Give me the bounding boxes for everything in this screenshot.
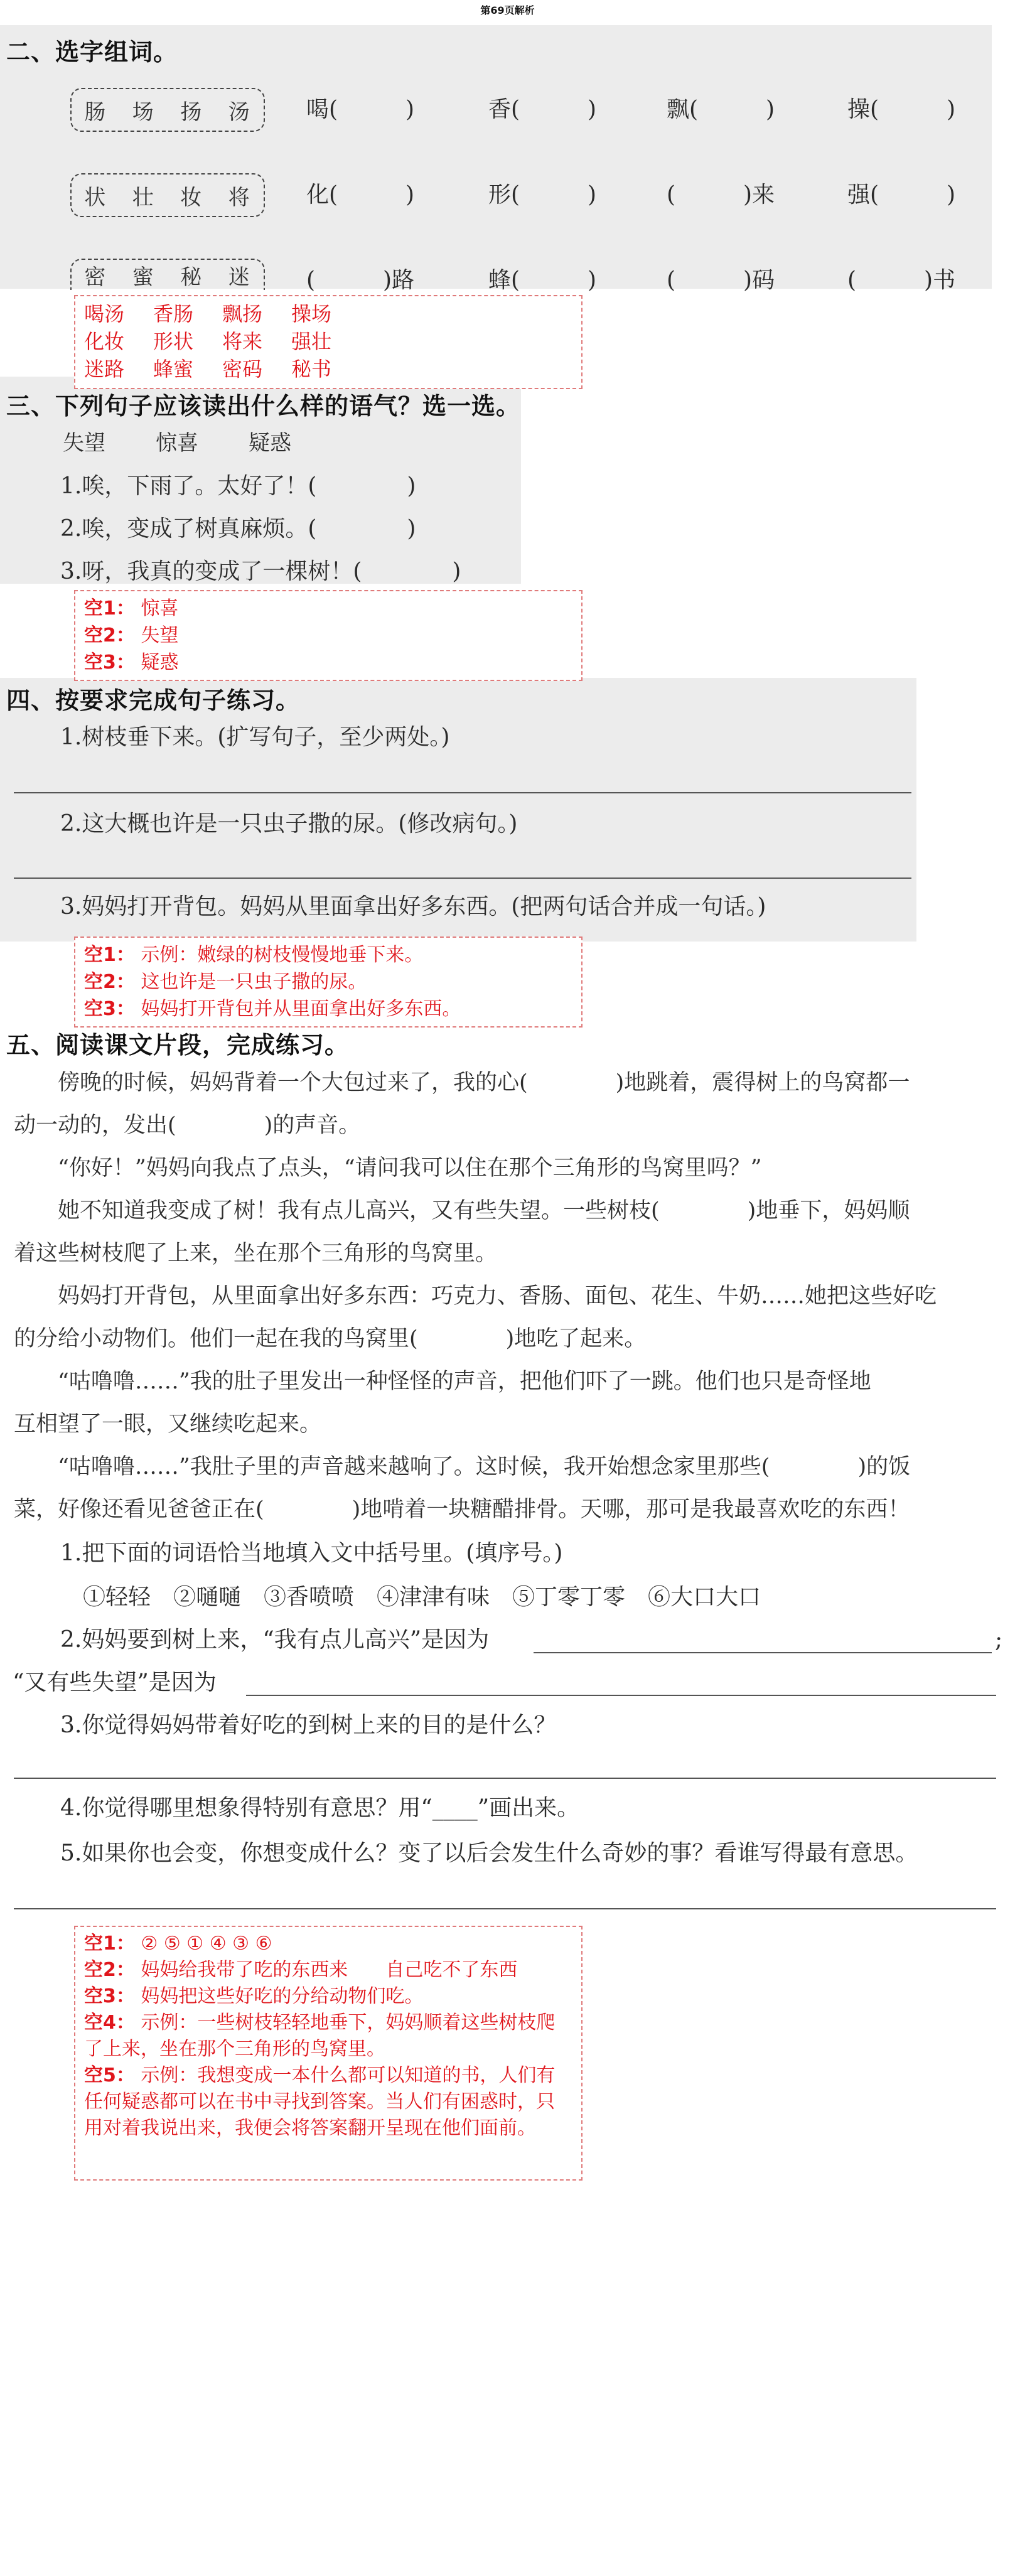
fill-item: 化( ): [306, 182, 415, 208]
box-char: 汤: [228, 99, 251, 125]
fill-item: 喝( ): [306, 97, 415, 122]
box-char: 密: [84, 264, 107, 290]
answer-line: [534, 1652, 992, 1653]
box-char: 壮: [132, 185, 155, 210]
word-box-1: [70, 88, 265, 132]
passage-line: “咕噜噜……”我的肚子里发出一种怪怪的声音，把他们吓了一跳。他们也只是奇怪地: [14, 1369, 871, 1394]
section-5-heading: 五、阅读课文片段，完成练习。: [6, 1031, 350, 1059]
answer-word: 操场: [291, 302, 332, 326]
fill-item: ( )书: [847, 267, 956, 293]
tone-option: 惊喜: [156, 431, 198, 456]
fill-item: 强( ): [847, 182, 956, 208]
answer-label: 空1：: [84, 598, 135, 620]
box-char: 扬: [180, 99, 203, 125]
answer-row: [84, 300, 572, 328]
sentence-item: 3.呀，我真的变成了一棵树！( ): [60, 559, 461, 584]
answer-line: [14, 1908, 996, 1909]
passage-line: 菜，好像还看见爸爸正在( )地啃着一块糖醋排骨。天哪，那可是我最喜欢吃的东西！: [14, 1497, 910, 1522]
box-char: 蜜: [132, 264, 155, 290]
passage-line: 傍晚的时候，妈妈背着一个大包过来了，我的心( )地跳着，震得树上的鸟窝都一: [14, 1070, 910, 1095]
answer-word: 化妆: [84, 330, 125, 353]
answer-line: [246, 1695, 996, 1696]
answer-text: 这也许是一只虫子撒的尿。: [141, 971, 367, 993]
answer-text: 惊喜: [141, 598, 179, 620]
passage-line: 动一动的，发出( )的声音。: [14, 1113, 361, 1138]
question-4: 4.你觉得哪里想象得特别有意思？用“____”画出来。: [60, 1795, 580, 1821]
exercise-item: 3.妈妈打开背包。妈妈从里面拿出好多东西。(把两句话合并成一句话。): [60, 894, 766, 920]
answer-text: 示例：一些树枝轻轻地垂下，妈妈顺着这些树枝爬了上来，坐在那个三角形的鸟窝里。: [84, 2012, 556, 2060]
exercise-item: 1.树枝垂下来。(扩写句子，至少两处。): [60, 724, 450, 750]
answer-word: 强壮: [291, 330, 332, 353]
answer-text: 妈妈打开背包并从里面拿出好多东西。: [141, 998, 461, 1020]
fill-item: 香( ): [488, 97, 597, 122]
question-2: 2.妈妈要到树上来，“我有点儿高兴”是因为: [60, 1627, 490, 1653]
answer-label: 空5：: [84, 2064, 135, 2086]
question-1-options: ①轻轻 ②嗵嗵 ③香喷喷 ④津津有味 ⑤丁零丁零 ⑥大口大口: [83, 1584, 761, 1610]
answer-text: 妈妈把这些好吃的分给动物们吃。: [141, 1985, 424, 2007]
answer-label: 空3：: [84, 652, 135, 674]
section-2-heading: 二、选字组词。: [6, 38, 178, 66]
answer-label: 空2：: [84, 1959, 135, 1981]
passage-line: 互相望了一眼，又继续吃起来。: [14, 1412, 322, 1437]
question-5: 5.如果你也会变，你想变成什么？变了以后会发生什么奇妙的事？看谁写得最有意思。: [60, 1840, 918, 1866]
answer-text: 疑惑: [141, 652, 179, 674]
answer-word: 香肠: [153, 302, 194, 326]
fill-item: 飘( ): [667, 97, 775, 122]
answer-label: 空3：: [84, 1985, 135, 2007]
answer-word: 喝汤: [84, 302, 125, 326]
fill-item: ( )路: [306, 267, 415, 293]
passage-line: 的分给小动物们。他们一起在我的鸟窝里( )地吃了起来。: [14, 1326, 647, 1351]
answer-line: [14, 877, 911, 879]
answer-word: 密码: [222, 357, 263, 381]
answer-label: 空2：: [84, 625, 135, 647]
answer-box-sec5: [74, 1926, 583, 2181]
answer-text: 示例：嫩绿的树枝慢慢地垂下来。: [141, 944, 424, 966]
answer-label: 空3：: [84, 998, 135, 1020]
sentence-item: 1.唉，下雨了。太好了！( ): [60, 473, 416, 499]
passage-line: 妈妈打开背包，从里面拿出好多东西：巧克力、香肠、面包、花生、牛奶……她把这些好吃: [14, 1284, 937, 1309]
answer-word: 秘书: [291, 357, 332, 381]
passage-line: 着这些树枝爬了上来，坐在那个三角形的鸟窝里。: [14, 1241, 498, 1266]
answer-text: ② ⑤ ① ④ ③ ⑥: [141, 1933, 272, 1955]
question-1: 1.把下面的词语恰当地填入文中括号里。(填序号。): [60, 1540, 563, 1566]
answer-label: 空4：: [84, 2012, 135, 2034]
answer-box-sec2: [74, 295, 583, 389]
answer-word: 迷路: [84, 357, 125, 381]
tone-option: 疑惑: [249, 431, 291, 456]
answer-row: [84, 328, 572, 355]
box-char: 秘: [180, 264, 203, 290]
fill-item: ( )来: [667, 182, 775, 208]
answer-label: 空2：: [84, 971, 135, 993]
reading-passage: [14, 1067, 1002, 1537]
box-char: 迷: [228, 264, 251, 290]
exercise-item: 2.这大概也许是一只虫子撒的尿。(修改病句。): [60, 811, 518, 837]
answer-word: 飘扬: [222, 302, 263, 326]
answer-box-sec3: [74, 590, 583, 681]
section-4-heading: 四、按要求完成句子练习。: [6, 687, 301, 714]
box-char: 场: [132, 99, 155, 125]
answer-line: [14, 792, 911, 793]
tone-option: 失望: [63, 431, 105, 456]
answer-word: 将来: [222, 330, 263, 353]
answer-text: 示例：我想变成一本什么都可以知道的书，人们有任何疑惑都可以在书中寻找到答案。当人们有困惑时，只用对着我说出来，我便会将答案翻开呈现在他们面前。: [84, 2064, 556, 2139]
sentence-item: 2.唉，变成了树真麻烦。( ): [60, 516, 416, 542]
fill-item: 蜂( ): [488, 267, 597, 293]
answer-label: 空1：: [84, 944, 135, 966]
answer-row: [84, 355, 572, 383]
fill-item: ( )码: [667, 267, 775, 293]
box-char: 肠: [84, 99, 107, 125]
question-2b: “又有些失望”是因为: [13, 1670, 217, 1695]
fill-item: 操( ): [847, 97, 956, 122]
answer-text: 妈妈给我带了吃的东西来 自己吃不了东西: [141, 1959, 518, 1981]
question-2-end: ;: [995, 1627, 1003, 1653]
fill-item: 形( ): [488, 182, 597, 208]
box-char: 妆: [180, 185, 203, 210]
page-title: 第69页解析: [480, 4, 535, 16]
box-char: 状: [84, 185, 107, 210]
passage-line: “咕噜噜……”我肚子里的声音越来越响了。这时候，我开始想念家里那些( )的饭: [14, 1454, 911, 1479]
question-3: 3.你觉得妈妈带着好吃的到树上来的目的是什么？: [60, 1712, 557, 1738]
answer-line: [14, 1778, 996, 1779]
answer-word: 形状: [153, 330, 194, 353]
answer-text: 失望: [141, 625, 179, 647]
answer-box-sec4: [74, 936, 583, 1028]
section-3-heading: 三、下列句子应该读出什么样的语气？选一选。: [6, 392, 521, 420]
word-box-2: [70, 173, 265, 217]
tone-options: [63, 428, 291, 458]
box-char: 将: [228, 185, 251, 210]
answer-word: 蜂蜜: [153, 357, 194, 381]
word-box-3: [70, 259, 265, 290]
passage-line: “你好！”妈妈向我点了点头，“请问我可以住在那个三角形的鸟窝里吗？”: [14, 1156, 762, 1181]
passage-line: 她不知道我变成了树！我有点儿高兴，又有些失望。一些树枝( )地垂下，妈妈顺: [14, 1198, 910, 1223]
answer-label: 空1：: [84, 1933, 135, 1955]
